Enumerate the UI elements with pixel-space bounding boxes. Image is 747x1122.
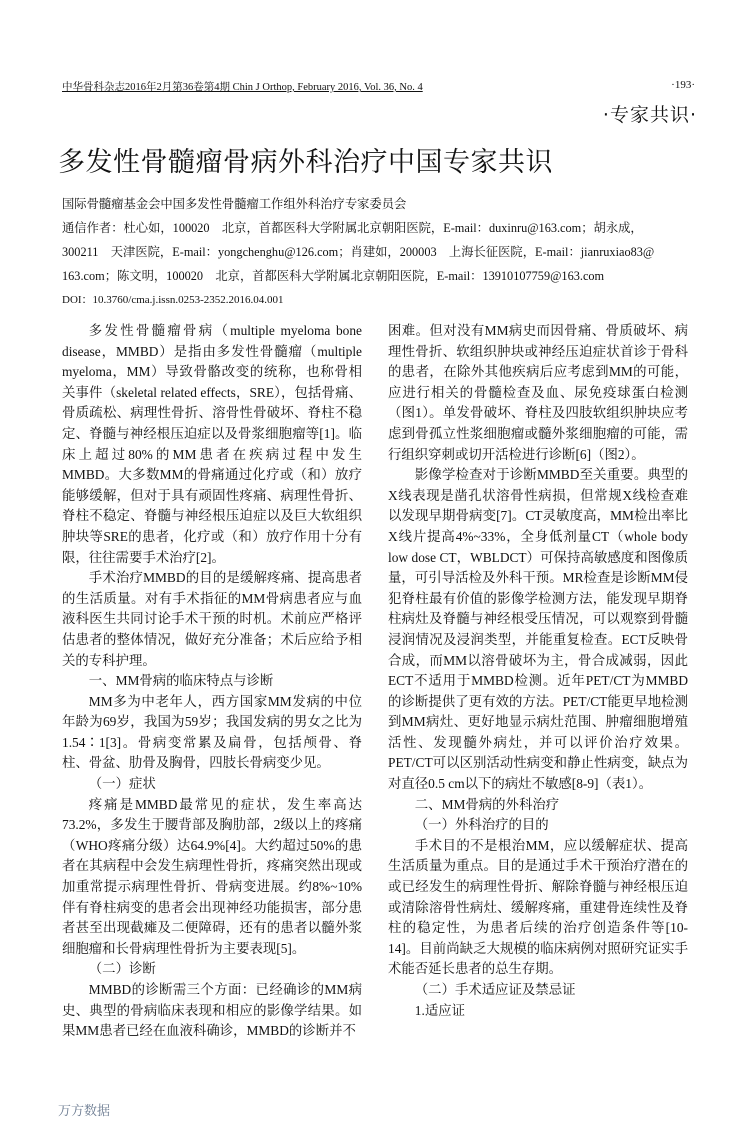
correspondence-line: 300211 天津医院，E-mail：yongchenghu@126.com；肖建如，200003 上海长征医院，E-mail：jianruxiao83@ bbox=[62, 245, 655, 259]
paragraph: 手术治疗MMBD的目的是缓解疼痛、提高患者的生活质量。对有手术指征的MM骨病患者应与血液科医生共同讨论手术干预的时机。术前应严格评估患者的整体情况，做好充分准备；术后应给予相关的专科护理。 bbox=[62, 570, 362, 668]
subsection-heading: （一）外科治疗的目的 bbox=[414, 817, 549, 833]
paragraph: 困难。但对没有MM病史而因骨痛、骨质破坏、病理性骨折、软组织肿块或神经压迫症状首诊于骨科的患者，在除外其他疾病后应考虑到MM的可能，应进行相关的骨髓检查及血、尿免疫球蛋白检测（图1）。单发骨破坏、脊柱及四肢软组织肿块应考虑到骨孤立性浆细胞瘤或髓外浆细胞瘤的可能，需行组织穿刺或切开活检进行诊断[6]（图2）。 bbox=[388, 323, 688, 462]
page-number: ·193· bbox=[671, 79, 695, 91]
doi: DOI：10.3760/cma.j.issn.0253-2352.2016.04.001 bbox=[62, 294, 284, 306]
running-head: 中华骨科杂志2016年2月第36卷第4期 Chin J Orthop, February 2016, Vol. 36, No. 4 bbox=[62, 82, 423, 93]
subsection-heading: （二）手术适应证及禁忌证 bbox=[414, 982, 576, 997]
left-column bbox=[62, 321, 362, 1042]
section-label: ·专家共识· bbox=[602, 104, 697, 126]
article-title: 多发性骨髓瘤骨病外科治疗中国专家共识 bbox=[58, 147, 553, 178]
paragraph: MMBD的诊断需三个方面：已经确诊的MM病史、典型的骨病临床表现和相应的影像学结果。如果MM患者已经在血液科确诊，MMBD的诊断并不 bbox=[62, 982, 362, 1039]
section-heading: 二、MM骨病的外科治疗 bbox=[414, 796, 560, 812]
paragraph: 手术目的不是根治MM，应以缓解症状、提高生活质量为重点。目的是通过手术干预治疗潜在的或已经发生的病理性骨折、解除脊髓与神经根压迫或清除溶骨性病灶、缓解疼痛，重建骨连续性及脊柱的稳定性，为患者后续的治疗创造条件等[10-14]。目前尚缺乏大规模的临床病例对照研究证实手术能否延长患者的总生存期。 bbox=[388, 837, 688, 977]
subsection-heading: 1.适应证 bbox=[414, 1002, 466, 1018]
right-column bbox=[388, 321, 688, 1021]
paragraph: 多发性骨髓瘤骨病（multiple myeloma bone disease，MMBD）是指由多发性骨髓瘤（multiple myeloma，MM）导致骨骼改变的统称，也称骨相关事件（skeletal related effects，SRE），包括骨痛、骨质疏松、病理性骨折、溶骨性骨破坏、脊柱不稳定、脊髓与神经根压迫症以及骨浆细胞瘤等[1]。临床上超过80%的MM患者在疾病过程中发生MMBD。大多数MM的骨痛通过化疗或（和）放疗能够缓解，但对于具有顽固性疼痛、病理性骨折、脊柱不稳定、脊髓与神经根压迫症以及巨大软组织肿块等SRE的患者，化疗或（和）放疗作用十分有限，往往需要手术治疗[2]。 bbox=[62, 323, 362, 565]
paragraph: 影像学检查对于诊断MMBD至关重要。典型的X线表现是凿孔状溶骨性病损，但常规X线检查难以发现早期骨病变[7]。CT灵敏度高，MM检出率比X线片提高4%~33%，全身低剂量CT（whole body low dose CT，WBLDCT）可保持高敏感度和图像质量，可引导活检及外科干预。MR检查是诊断MM侵犯脊柱最有价值的影像学检测方法，能发现早期脊柱病灶及脊髓与神经根受压情况，可以观察到骨髓浸润情况及浸润类型，并能重复检查。ECT反映骨合成，而MM以溶骨破坏为主，骨合成减弱，因此ECT不适用于MMBD检测。近年PET/CT为MMBD的诊断提供了更有效的方法。PET/CT能更早地检测到MM病灶、更好地显示病灶范围、肿瘤细胞增殖活性、发现髓外病灶，并可以评价治疗效果。PET/CT可以区别活动性病变和静止性病变，缺点为对直径0.5 cm以下的病灶不敏感[8-9]（表1）。 bbox=[388, 467, 688, 792]
subsection-heading: （二）诊断 bbox=[88, 961, 156, 977]
paragraph: MM多为中老年人，西方国家MM发病的中位年龄为69岁，我国为59岁；我国发病的男女之比为1.54∶1[3]。骨病变常累及扁骨，包括颅骨、脊柱、骨盆、肋骨及胸骨，四肢长骨病变少见。 bbox=[62, 693, 362, 771]
section-heading: 一、MM骨病的临床特点与诊断 bbox=[88, 673, 274, 689]
author-block bbox=[62, 192, 690, 312]
author-group: 国际骨髓瘤基金会中国多发性骨髓瘤工作组外科治疗专家委员会 bbox=[62, 197, 407, 211]
correspondence-line: 163.com；陈文明，100020 北京，首都医科大学附属北京朝阳医院，E-mail：13910107759@163.com bbox=[62, 269, 605, 283]
correspondence-line: 通信作者：杜心如，100020 北京，首都医科大学附属北京朝阳医院，E-mail：duxinru@163.com；胡永成， bbox=[62, 221, 643, 235]
watermark-footer: 万方数据 bbox=[58, 1104, 111, 1119]
paragraph: 疼痛是MMBD最常见的症状，发生率高达73.2%，多发生于腰背部及胸肋部，2级以上的疼痛（WHO疼痛分级）达64.9%[4]。大约超过50%的患者在其病程中会发生病理性骨折，疼痛突然出现或加重常提示病理性骨折、骨病变进展。约8%~10%伴有脊柱病变的患者会出现神经功能损害，部分患者甚至出现截瘫及二便障碍，还有的患者以髓外浆细胞瘤和长骨病理性骨折为主要表现[5]。 bbox=[62, 796, 362, 956]
subsection-heading: （一）症状 bbox=[88, 776, 156, 792]
